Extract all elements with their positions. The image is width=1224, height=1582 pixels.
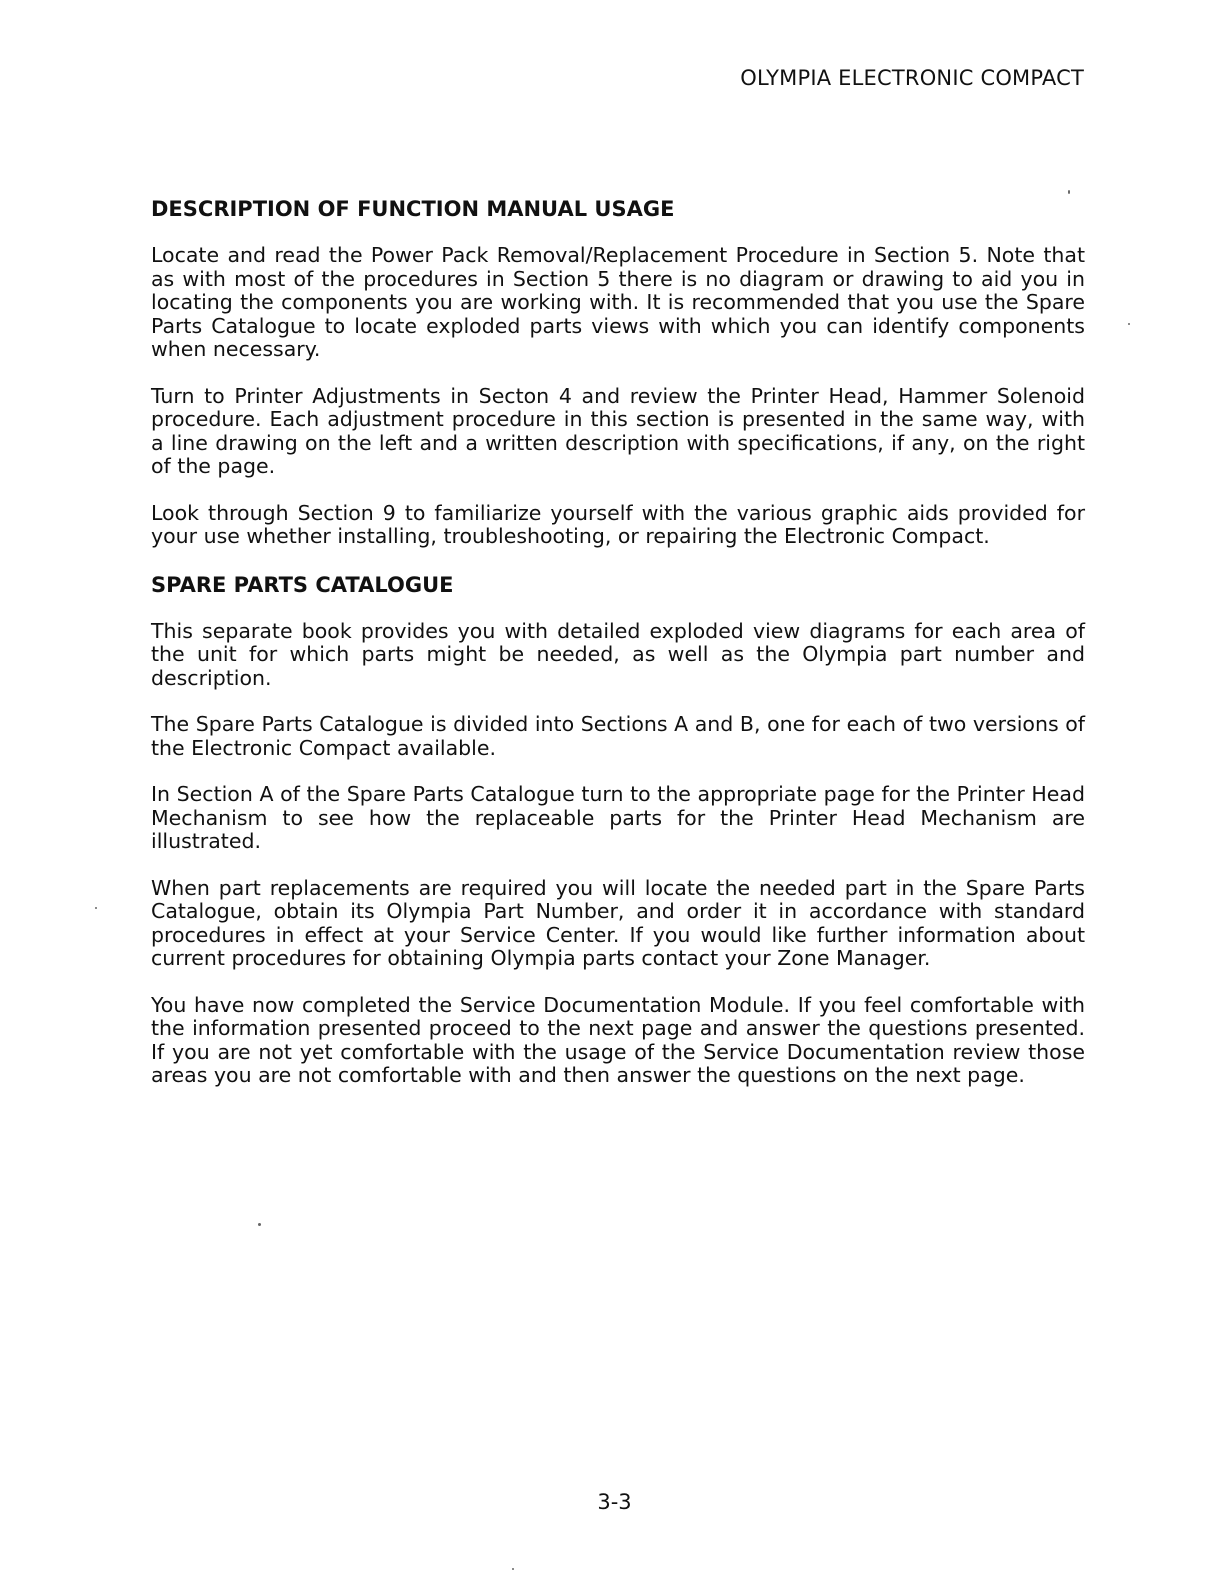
paragraph: The Spare Parts Catalogue is divided into Sections A and B, one for each of two versions of the Electronic Compact available. <box>151 712 1085 760</box>
page-content <box>151 196 1085 1111</box>
paragraph: Turn to Printer Adjustments in Secton 4 and review the Printer Head, Hammer Solenoid procedure. Each adjustment procedure in this section is presented in the same way, with a line drawing on the left and a written description with specifications, if any, on the right of the page. <box>151 383 1085 478</box>
scan-speck <box>258 1223 261 1226</box>
section-heading-function-manual-usage: DESCRIPTION OF FUNCTION MANUAL USAGE <box>151 197 675 221</box>
scan-speck <box>95 907 97 909</box>
paragraph: You have now completed the Service Documentation Module. If you feel comfortable with the information presented proceed to the next page and answer the questions presented. If you are not yet comfortable with the usage of the Service Documentation review those areas you are not comfortable with and then answer the questions on the next page. <box>151 992 1085 1087</box>
paragraph: In Section A of the Spare Parts Catalogue turn to the appropriate page for the Printer Head Mechanism to see how the replaceable parts for the Printer Head Mechanism are illustrated. <box>151 782 1085 853</box>
paragraph: Locate and read the Power Pack Removal/Replacement Procedure in Section 5. Note that as with most of the procedures in Section 5 there is no diagram or drawing to aid you in locating the components you are working with. It is recommended that you use the Spare Parts Catalogue to locate exploded parts views with which you can identify components when necessary. <box>151 243 1085 361</box>
paragraph: This separate book provides you with detailed exploded view diagrams for each area of the unit for which parts might be needed, as well as the Olympia part number and description. <box>151 618 1085 690</box>
running-header: OLYMPIA ELECTRONIC COMPACT <box>740 66 1084 90</box>
scan-speck <box>1068 190 1070 194</box>
paragraph: When part replacements are required you will locate the needed part in the Spare Parts Catalogue, obtain its Olympia Part Number, and order it in accordance with standard procedures in effect at your Service Center. If you would like further information about current procedures for obtaining Olympia parts contact your Zone Manager. <box>151 875 1085 970</box>
section-heading-spare-parts-catalogue: SPARE PARTS CATALOGUE <box>151 572 454 597</box>
scan-speck <box>1128 323 1130 325</box>
scan-speck <box>512 1568 514 1570</box>
paragraph: Look through Section 9 to familiarize yourself with the various graphic aids provided for your use whether installing, troubleshooting, or repairing the Electronic Compact. <box>151 500 1085 548</box>
page-number: 3-3 <box>597 1490 632 1514</box>
